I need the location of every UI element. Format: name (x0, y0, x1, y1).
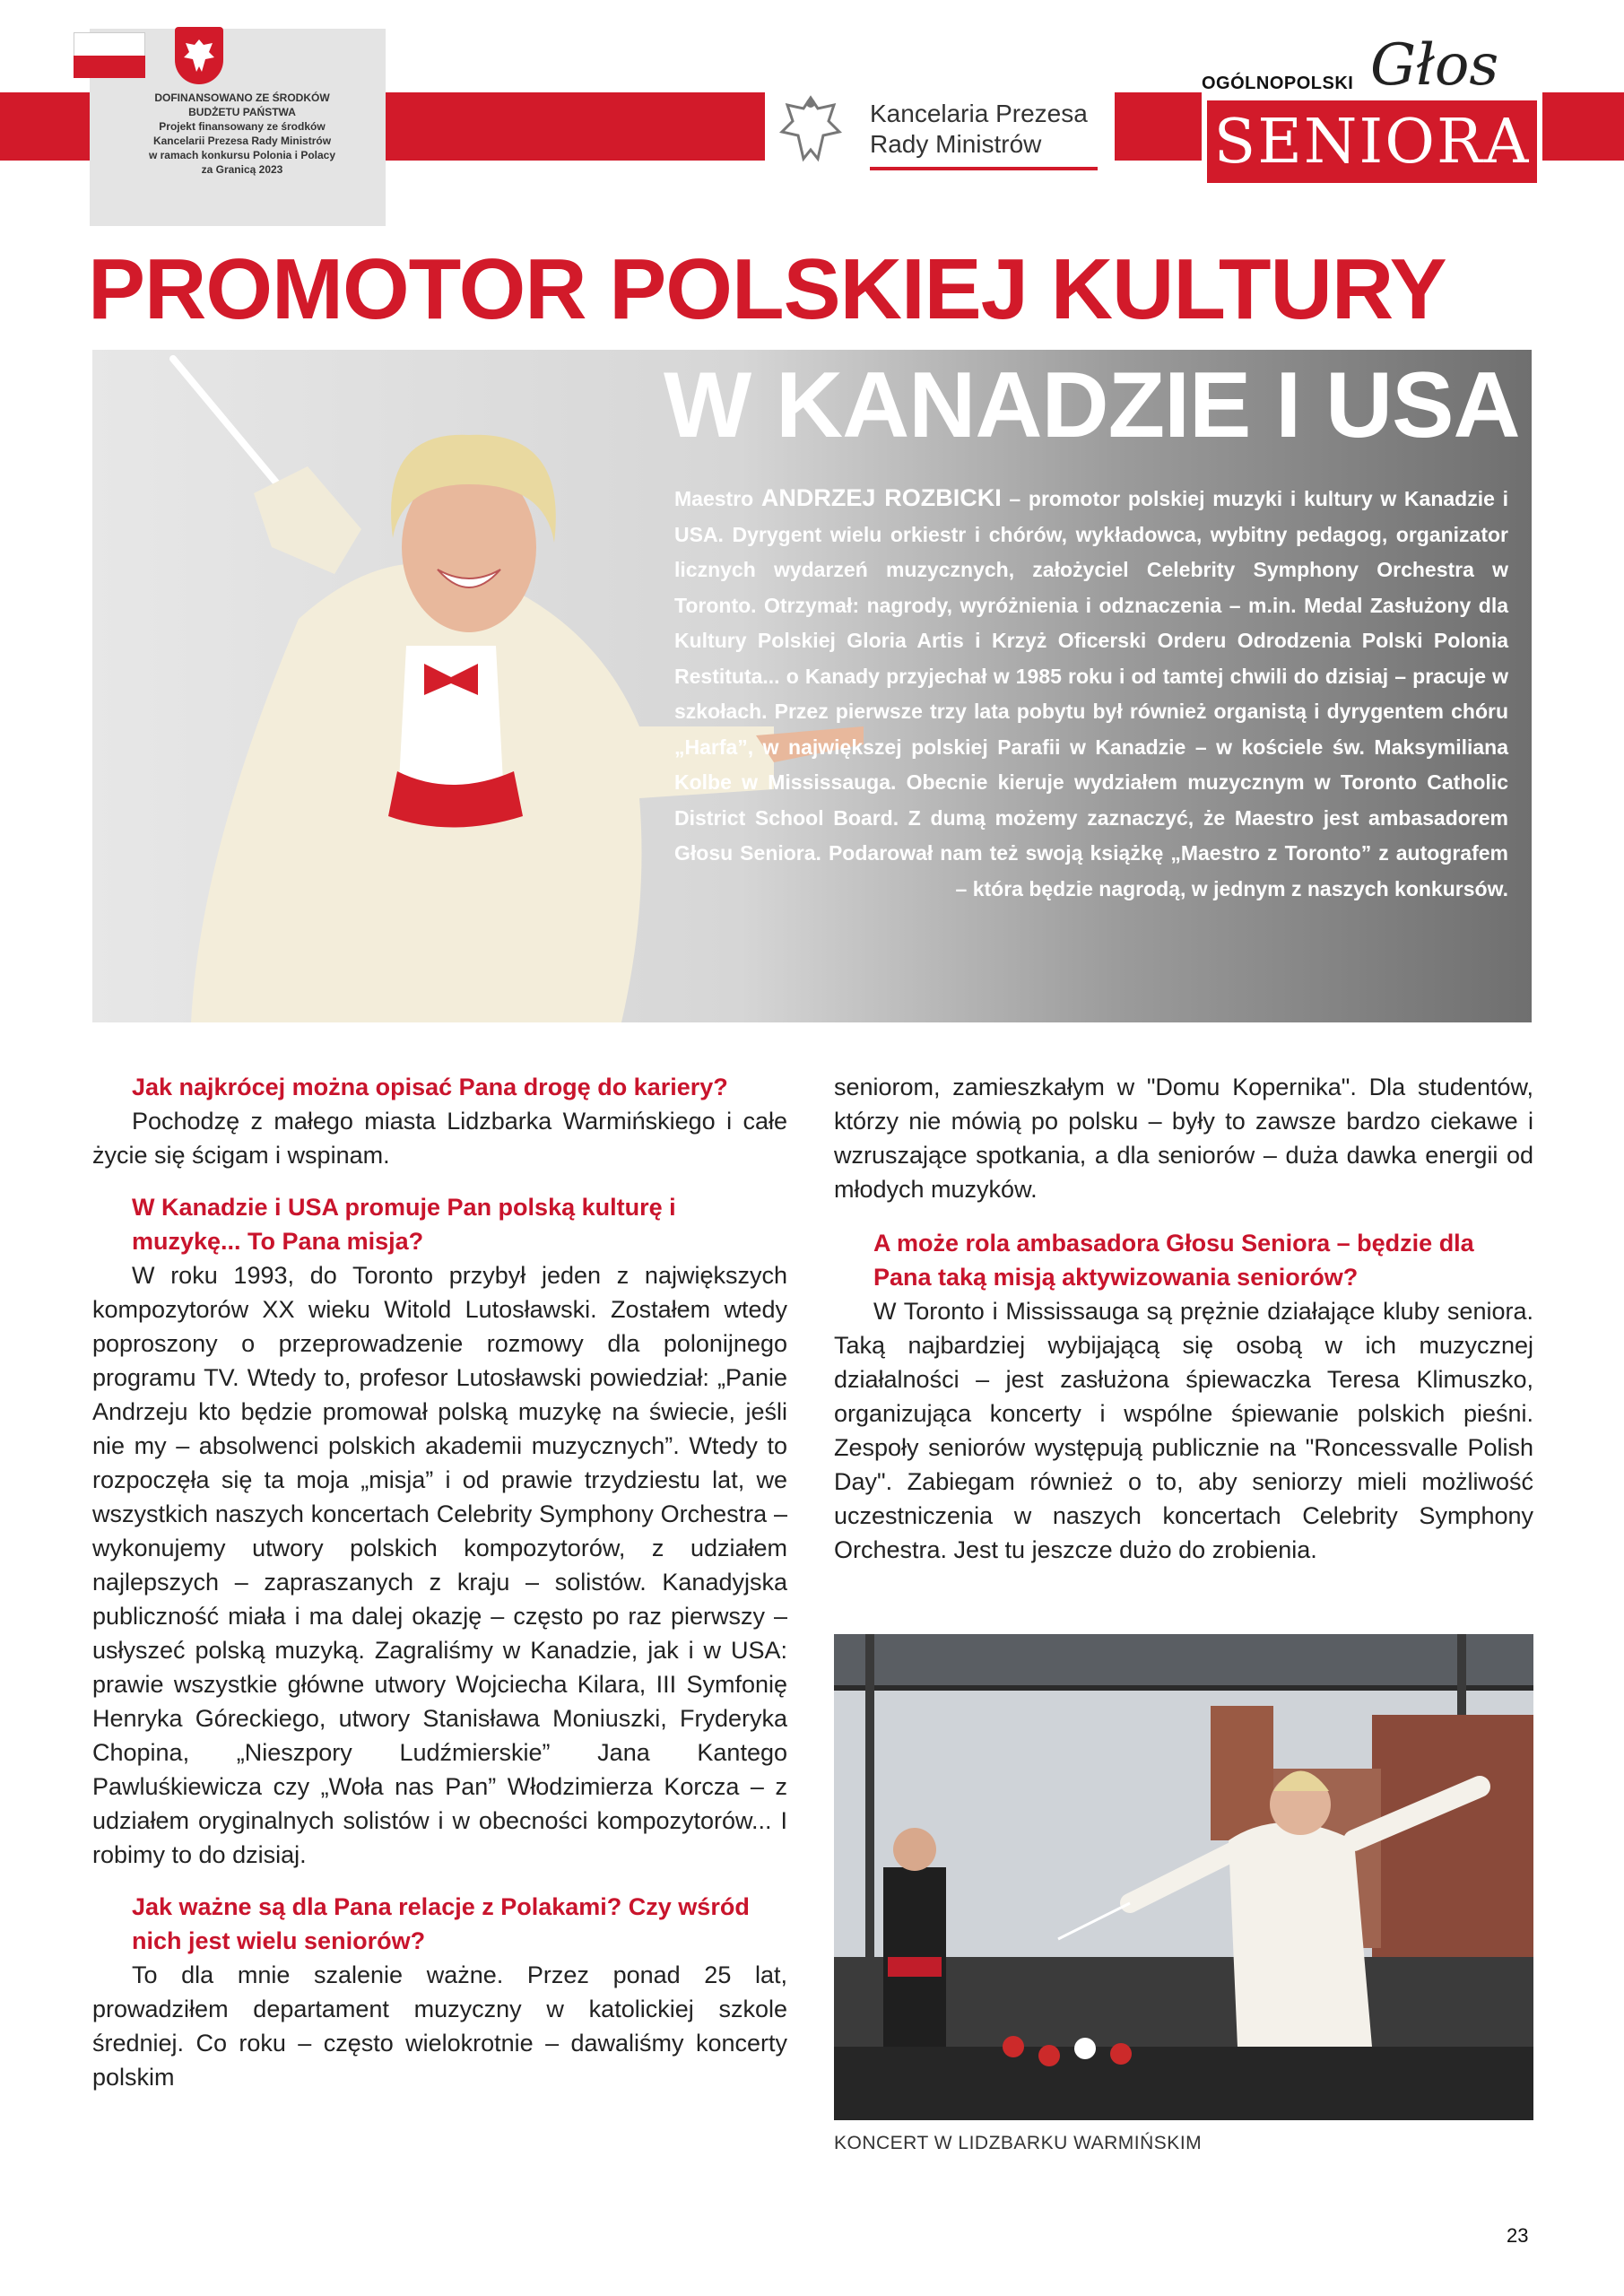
answer-3-continued: seniorom, zamieszkałym w "Domu Kopernika". Dla studentów, którzy nie mówią po polsku – były to zawsze bardzo ciekawe i wzruszające spotkania, a dla seniorów – duża dawka energii od młodych muzyków. (834, 1074, 1533, 1203)
funding-line: BUDŻETU PAŃSTWA (188, 106, 296, 118)
concert-photo (834, 1634, 1533, 2120)
kpr-line1: Kancelaria Prezesa (870, 100, 1088, 127)
logo-script-text: Głos (1370, 32, 1499, 99)
funding-line: za Granicą 2023 (201, 163, 283, 176)
funding-text (108, 91, 377, 178)
photo-caption: KONCERT W LIDZBARKU WARMIŃSKIM (834, 2133, 1203, 2153)
article-title-line1: PROMOTOR POLSKIEJ KULTURY (88, 241, 1446, 337)
question-4: A może rola ambasadora Głosu Seniora – będzie dla Pana taką misją aktywizowania seniorów? (873, 1230, 1474, 1291)
intro-body: – promotor polskiej muzyki i kultury w Kanadzie i USA. Dyrygent wielu orkiestr i chórów, wykładowca, wybitny pedagog, organizator licznych wydarzeń muzycznych, założyciel Celebrity Symphony Orchestra w Toronto. Otrzymał: nagrody, wyróżnienia i odznaczenia – m.in. Medal Zasłużony dla Kultury Polskiej Gloria Artis i Krzyż Oficerski Orderu Odrodzenia Polski Polonia Restituta... o Kanady przyjechał w 1985 roku i od tamtej chwili do dzisiaj – pracuje w szkołach. Przez pierwsze trzy lata pobytu był również organistą i dyrygentem chóru „Harfa”, w największej polskiej Parafii w Kanadzie – w kościele św. Maksymiliana Kolbe w Mississauga. Obecnie kieruje wydziałem muzycznym w Toronto Catholic District School Board. Z dumą możemy zaznaczyć, że Maestro jest ambasadorem Głosu Seniora. Podarował nam też swoją książkę „Maestro z Toronto” z autografem – która będzie nagrodą, w jednym z naszych konkursów. (674, 487, 1508, 900)
page-number: 23 (1507, 2224, 1529, 2247)
concert-illustration (834, 1634, 1533, 2120)
kpr-underline (870, 167, 1098, 170)
left-column (92, 1070, 787, 2094)
eagle-emblem-icon (175, 27, 223, 84)
intro-prefix: Maestro (674, 487, 761, 510)
logo-main-text: SENIORA (1213, 106, 1531, 178)
question-1: Jak najkrócej można opisać Pana drogę do kariery? (132, 1074, 728, 1100)
intro-name: ANDRZEJ ROZBICKI (760, 484, 1002, 511)
funding-line: w ramach konkursu Polonia i Polacy (148, 149, 336, 161)
logo-red-box (1207, 100, 1537, 183)
answer-2: W roku 1993, do Toronto przybył jeden z największych kompozytorów XX wieku Witold Lutosławski. Zostałem wtedy poproszony o przeprowadzenie rozmowy dla polonijnego programu TV. Wtedy to, profesor Lutosławski powiedział: „Panie Andrzeju kto będzie promował polską muzykę na świecie, jeśli nie my – absolwenci polskich akademii muzycznych”. Wtedy to rozpoczęła się ta moja „misja” i od prawie trzydziestu lat, we wszystkich naszych koncertach Celebrity Symphony Orchestra – wykonujemy utwory polskich kompozytorów, z udziałem najlepszych – zapraszanych z kraju – solistów. Kanadyjska publiczność miała i ma dalej okazję – często po raz pierwszy – usłyszeć polską muzyką. Zagraliśmy w Kanadzie, jak i w USA: prawie wszystkie główne utwory Wojciecha Kilara, III Symfonię Henryka Góreckiego, utwory Stanisława Moniuszki, Fryderyka Chopina, „Nieszpory Ludźmierskie” Jana Kantego Pawluśkiewicza czy „Woła nas Pan” Włodzimierza Korcza – z udziałem oryginalnych solistów i w obecności kompozytorów... I robimy to do dzisiaj. (92, 1262, 787, 1868)
question-3: Jak ważne są dla Pana relacje z Polakami? Czy wśród nich jest wielu seniorów? (132, 1893, 750, 1954)
article-intro (674, 481, 1508, 907)
kpr-line2: Rady Ministrów (870, 130, 1042, 158)
article-title-line2: W KANADZIE I USA (664, 353, 1520, 457)
funding-line: Kancelarii Prezesa Rady Ministrów (152, 135, 332, 147)
polish-flag-icon (74, 32, 145, 77)
logo-top-text: OGÓLNOPOLSKI (1202, 74, 1354, 93)
answer-1: Pochodzę z małego miasta Lidzbarka Warmińskiego i całe życie się ścigam i wspinam. (92, 1108, 787, 1169)
answer-3: To dla mnie szalenie ważne. Przez ponad 25 lat, prowadziłem departament muzyczny w katolickiej szkole średniej. Co roku – często wielokrotnie – dawaliśmy koncerty polskim (92, 1961, 787, 2091)
kpr-title (870, 99, 1088, 160)
question-2: W Kanadzie i USA promuje Pan polską kulturę i muzykę... To Pana misja? (132, 1194, 676, 1255)
right-column (834, 1070, 1533, 1567)
funding-line: DOFINANSOWANO ZE ŚRODKÓW (154, 91, 330, 104)
answer-4: W Toronto i Mississauga są prężnie działające kluby seniora. Taką najbardziej wybijającą się osobą w ich muzycznej działalności – jest zasłużona śpiewaczka Teresa Klimuszko, organizująca koncerty i wspólne śpiewanie polskich pieśni. Zespoły seniorów występują publicznie na "Roncessvalle Polish Day". Zabiegam również o to, aby seniorzy mieli możliwość uczestniczenia w naszych koncertach Celebrity Symphony Orchestra. Jest tu jeszcze dużo do zrobienia. (834, 1298, 1533, 1563)
kpr-eagle-icon (778, 92, 843, 170)
funding-line: Projekt finansowany ze środków (159, 120, 326, 133)
